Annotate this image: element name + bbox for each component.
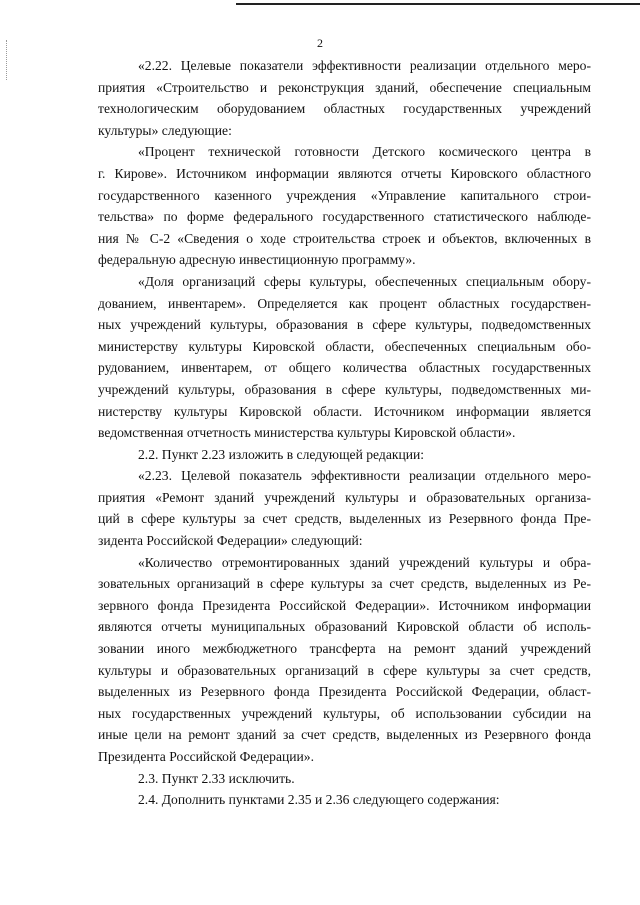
text-line: зидента Российской Федерации» следующий: [98, 533, 363, 549]
text-line: ных учреждений культуры, образования в сфере культуры, подведомственных [98, 317, 591, 333]
paragraph [98, 141, 591, 271]
text-line: культуры и образовательных организаций в сфере культуры за счет средств, [98, 662, 591, 678]
text-line: «Доля организаций сферы культуры, обеспеченных специальным обору- [138, 273, 591, 289]
text-line: дованием, инвентарем». Определяется как процент областных государствен- [98, 295, 591, 311]
text-line: учреждений культуры, образования в сфере культуры, подведомственных ми- [98, 381, 591, 397]
text-line: «Количество отремонтированных зданий учреждений культуры и обра- [138, 554, 591, 570]
text-line: рудованием, инвентарем, от общего количества областных государственных [98, 360, 591, 376]
text-line: тельства» по форме федерального государственного статистического наблюде- [98, 209, 591, 225]
text-line: зервного фонда Президента Российской Федерации». Источником информации [98, 597, 591, 613]
paragraph [98, 552, 591, 768]
paragraph [98, 55, 591, 141]
text-line: иные цели на ремонт зданий за счет средств, выделенных из Резервного фонда [98, 727, 591, 743]
paragraph [98, 444, 591, 466]
top-edge-rule [236, 3, 640, 5]
text-line: 2.3. Пункт 2.33 исключить. [138, 770, 295, 786]
text-line: министерству культуры Кировской области, обеспеченных специальным обо- [98, 338, 591, 354]
text-line: зовательных организаций в сфере культуры за счет средств, выделенных из Ре- [98, 576, 591, 592]
text-line: «2.22. Целевые показатели эффективности реализации отдельного меро- [138, 58, 591, 73]
text-line: г. Кирове». Источником информации являются отчеты Кировского областного [98, 165, 591, 181]
text-line: культуры» следующие: [98, 122, 232, 138]
text-line: федеральную адресную инвестиционную программу». [98, 252, 416, 268]
paragraph [98, 789, 591, 811]
text-line: Президента Российской Федерации». [98, 749, 315, 764]
text-line: «2.23. Целевой показатель эффективности реализации отдельного меро- [138, 468, 591, 484]
text-line: выделенных из Резервного фонда Президента Российской Федерации, област- [98, 684, 591, 700]
text-line: приятия «Строительство и реконструкция зданий, обеспечение специальным [98, 79, 591, 95]
text-line: ния № С-2 «Сведения о ходе строительства строек и объектов, включенных в [98, 230, 591, 246]
text-line: приятия «Ремонт зданий учреждений культуры и образовательных организа- [98, 489, 591, 505]
text-line: ций в сфере культуры за счет средств, выделенных из Резервного фонда Пре- [98, 511, 591, 527]
paragraph [98, 271, 591, 444]
text-line: 2.2. Пункт 2.23 изложить в следующей редакции: [138, 446, 425, 462]
text-line: ных государственных учреждений культуры, об использовании субсидии на [98, 705, 591, 721]
text-line: ведомственная отчетность министерства культуры Кировской области». [98, 425, 516, 441]
paragraph [98, 465, 591, 551]
text-line: «Процент технической готовности Детского космического центра в [138, 144, 591, 160]
text-line: являются отчеты муниципальных образований Кировской области об исполь- [98, 619, 591, 635]
paragraph [98, 768, 591, 790]
text-line: зовании иного межбюджетного трансферта на ремонт зданий учреждений [98, 641, 591, 657]
document-body [98, 55, 591, 811]
page-number: 2 [317, 36, 323, 50]
text-line: технологическим оборудованием областных государственных учреждений [98, 101, 591, 117]
text-line: нистерству культуры Кировской области. Источником информации является [98, 403, 591, 419]
text-line: 2.4. Дополнить пунктами 2.35 и 2.36 следующего содержания: [138, 792, 500, 808]
text-line: государственного казенного учреждения «Управление капитального строи- [98, 187, 591, 203]
